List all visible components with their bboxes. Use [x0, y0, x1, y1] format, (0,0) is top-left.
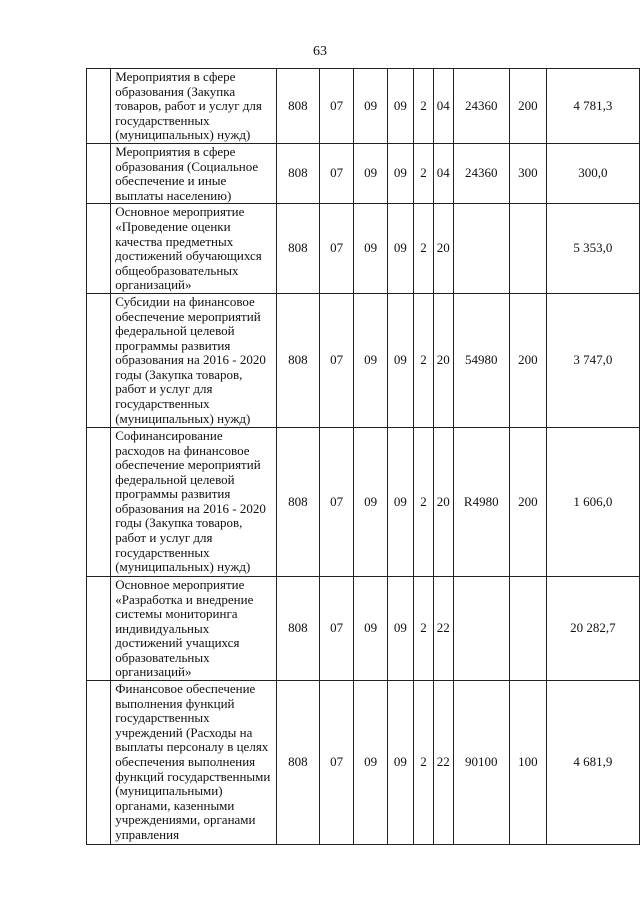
page-number: 63: [313, 44, 327, 59]
section-code: 07: [319, 681, 353, 845]
subsection-code: 09: [354, 293, 388, 427]
expense-type-code: 100: [509, 681, 546, 845]
target-code-event: 20: [433, 427, 453, 576]
gutter-cell: [87, 681, 111, 845]
target-code-event: 20: [433, 204, 453, 294]
gutter-cell: [87, 576, 111, 680]
target-code-direction: R4980: [453, 427, 509, 576]
item-name: Субсидии на финансовое обеспечение мероприятий федеральной целевой программы развития образования на 2016 - 2020 годы (Закупка товаров, работ и услуг для государственных (муниципальных) нужд): [111, 293, 276, 427]
section-code: 07: [319, 293, 353, 427]
target-code-event: 20: [433, 293, 453, 427]
expense-type-code: 200: [509, 293, 546, 427]
target-code-program: 09: [387, 143, 413, 203]
target-code-event: 04: [433, 143, 453, 203]
section-code: 07: [319, 576, 353, 680]
target-code-subprogram: 2: [413, 204, 433, 294]
amount: 5 353,0: [546, 204, 639, 294]
target-code-program: 09: [387, 576, 413, 680]
subsection-code: 09: [354, 143, 388, 203]
target-code-subprogram: 2: [413, 681, 433, 845]
section-code: 07: [319, 69, 353, 144]
gutter-cell: [87, 204, 111, 294]
target-code-program: 09: [387, 427, 413, 576]
section-code: 07: [319, 427, 353, 576]
target-code-program: 09: [387, 69, 413, 144]
amount: 1 606,0: [546, 427, 639, 576]
subsection-code: 09: [354, 576, 388, 680]
expense-type-code: [509, 576, 546, 680]
table-row: [87, 427, 640, 576]
table-row: [87, 69, 640, 144]
gutter-cell: [87, 69, 111, 144]
table-row: [87, 681, 640, 845]
item-name: Основное мероприятие «Разработка и внедрение системы мониторинга индивидуальных достижений учащихся образовательных организаций»: [111, 576, 276, 680]
target-code-program: 09: [387, 681, 413, 845]
target-code-direction: [453, 576, 509, 680]
amount: 3 747,0: [546, 293, 639, 427]
ved-code: 808: [276, 427, 319, 576]
ved-code: 808: [276, 576, 319, 680]
expense-type-code: 300: [509, 143, 546, 203]
subsection-code: 09: [354, 69, 388, 144]
ved-code: 808: [276, 293, 319, 427]
amount: 4 681,9: [546, 681, 639, 845]
target-code-subprogram: 2: [413, 293, 433, 427]
subsection-code: 09: [354, 681, 388, 845]
budget-table: [86, 68, 640, 845]
subsection-code: 09: [354, 204, 388, 294]
item-name: Финансовое обеспечение выполнения функций государственных учреждений (Расходы на выплаты персоналу в целях обеспечения выполнения функций государственными (муниципальными) органами, казенными учреждениями, органами управления: [111, 681, 276, 845]
table-row: [87, 204, 640, 294]
target-code-program: 09: [387, 293, 413, 427]
table-row: [87, 143, 640, 203]
target-code-program: 09: [387, 204, 413, 294]
target-code-direction: 54980: [453, 293, 509, 427]
target-code-subprogram: 2: [413, 576, 433, 680]
section-code: 07: [319, 143, 353, 203]
target-code-direction: 90100: [453, 681, 509, 845]
amount: 4 781,3: [546, 69, 639, 144]
ved-code: 808: [276, 143, 319, 203]
gutter-cell: [87, 143, 111, 203]
amount: 20 282,7: [546, 576, 639, 680]
subsection-code: 09: [354, 427, 388, 576]
ved-code: 808: [276, 681, 319, 845]
item-name: Мероприятия в сфере образования (Закупка товаров, работ и услуг для государственных (муниципальных) нужд): [111, 69, 276, 144]
expense-type-code: 200: [509, 69, 546, 144]
target-code-direction: 24360: [453, 69, 509, 144]
gutter-cell: [87, 293, 111, 427]
target-code-subprogram: 2: [413, 427, 433, 576]
table-row: [87, 576, 640, 680]
table-row: [87, 293, 640, 427]
ved-code: 808: [276, 69, 319, 144]
target-code-direction: [453, 204, 509, 294]
item-name: Мероприятия в сфере образования (Социальное обеспечение и иные выплаты населению): [111, 143, 276, 203]
gutter-cell: [87, 427, 111, 576]
expense-type-code: [509, 204, 546, 294]
item-name: Основное мероприятие «Проведение оценки качества предметных достижений обучающихся общеобразовательных организаций»: [111, 204, 276, 294]
expense-type-code: 200: [509, 427, 546, 576]
target-code-event: 22: [433, 681, 453, 845]
ved-code: 808: [276, 204, 319, 294]
target-code-subprogram: 2: [413, 143, 433, 203]
target-code-event: 04: [433, 69, 453, 144]
section-code: 07: [319, 204, 353, 294]
target-code-subprogram: 2: [413, 69, 433, 144]
target-code-direction: 24360: [453, 143, 509, 203]
amount: 300,0: [546, 143, 639, 203]
item-name: Софинансирование расходов на финансовое обеспечение мероприятий федеральной целевой программы развития образования на 2016 - 2020 годы (Закупка товаров, работ и услуг для государственных (муниципальных) нужд): [111, 427, 276, 576]
target-code-event: 22: [433, 576, 453, 680]
